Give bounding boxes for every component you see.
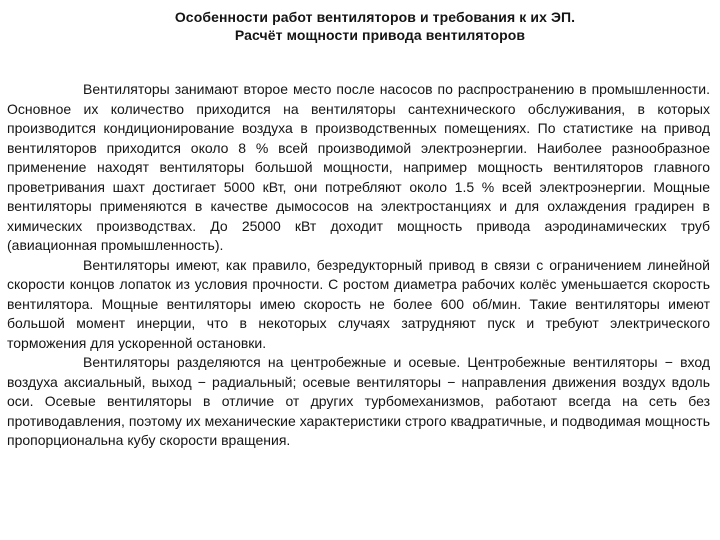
paragraph-2: Вентиляторы имеют, как правило, безредукторный привод в связи с ограничением линейной скорости концов лопаток из условия прочности. С ростом диаметра рабочих колёс уменьшается скорость вентилятора. Мощные вентиляторы имею скорость не более 600 об/мин. Такие вентиляторы имеют большой момент инерции, что в некоторых случаях затрудняют пуск и требуют электрического торможения для ускоренной остановки.	[7, 256, 710, 351]
slide-title: Особенности работ вентиляторов и требования к их ЭП.	[174, 9, 576, 25]
paragraph-3: Вентиляторы разделяются на центробежные и осевые. Центробежные вентиляторы − вход воздуха аксиальный, выход − радиальный; осевые вентиляторы − направления движения воздух вдоль оси. Осевые вентиляторы в отличие от других турбомеханизмов, работают всегда на сеть без противодавления, поэтому их механические характеристики строго квадратичные, и подводимая мощность пропорциональна кубу скорости вращения.	[7, 354, 710, 448]
paragraph-1: Вентиляторы занимают второе место после насосов по распространению в промышленности. Основное их количество приходится на вентиляторы сантехнического обслуживания, в которых производится кондиционирование воздуха в производственных помещениях. По статистике на привод вентиляторов приходится около 8 % всей производимой электроэнергии. Наиболее разнообразное применение находят вентиляторы большой мощности, например мощность вентиляторов главного проветривания шахт достигает 5000 кВт, они потребляют около 1.5 % всей электроэнергии. Мощные вентиляторы применяются в качестве дымососов на электростанциях и для охлаждения градирен в химических производствах. До 25000 кВт доходит мощность привода аэродинамических труб (авиационная промышленность).	[7, 81, 710, 253]
body-text	[7, 80, 710, 451]
slide-subtitle: Расчёт мощности привода вентиляторов	[234, 27, 526, 43]
title-block	[0, 8, 720, 44]
